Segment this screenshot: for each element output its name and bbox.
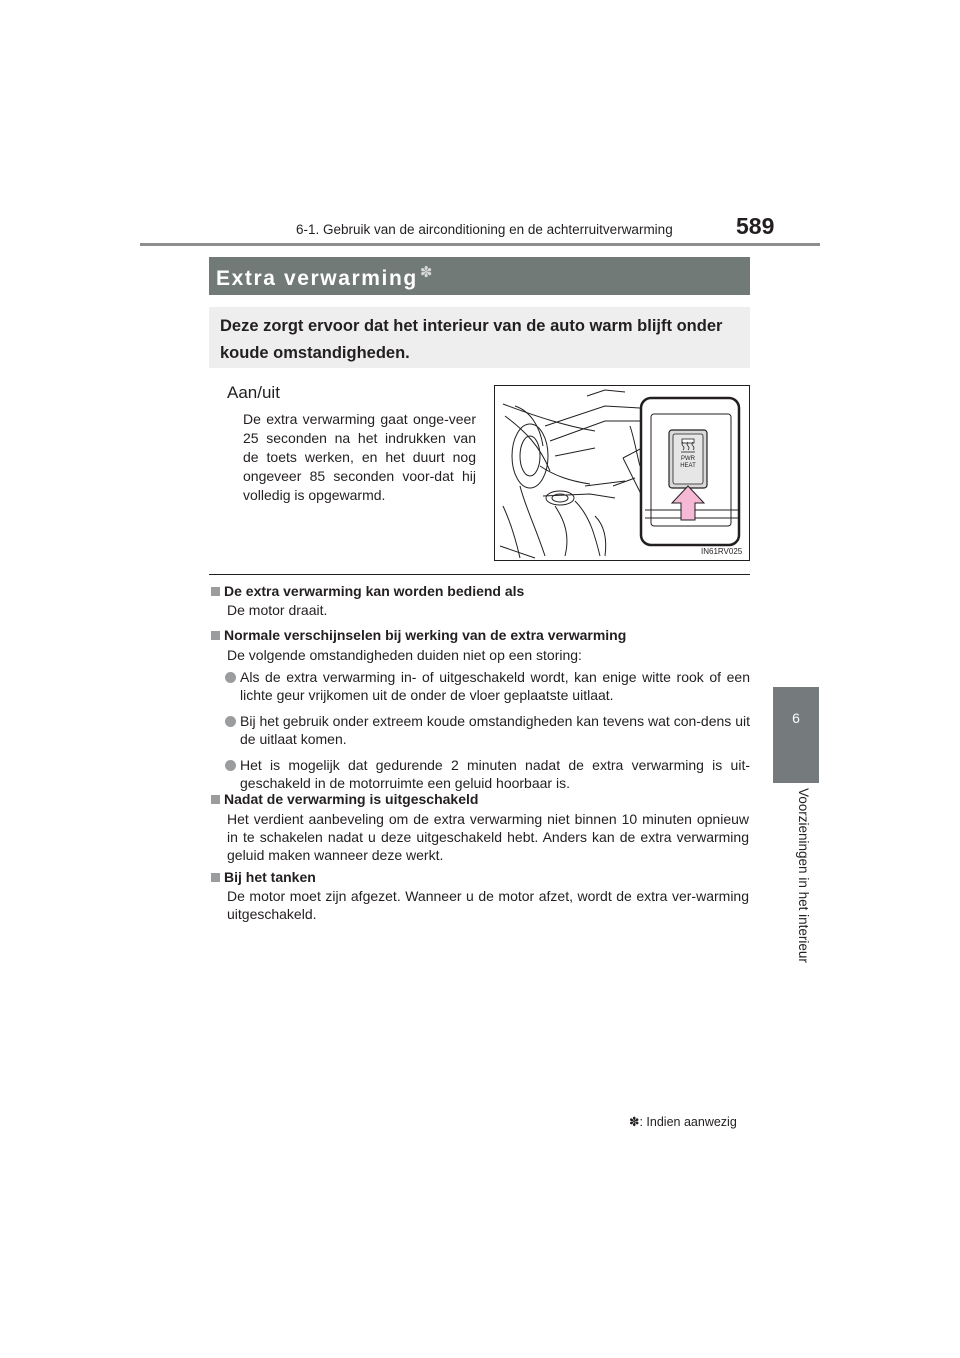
switch-label-pwr: PWR (681, 456, 695, 462)
circle-bullet-icon (225, 760, 236, 771)
aan-uit-heading: Aan/uit (227, 383, 280, 402)
intro-text: Deze zorgt ervoor dat het interieur van de auto warm blijft onder koude omstandigheden. (220, 317, 723, 362)
square-bullet-icon (211, 587, 220, 596)
asterisk-icon: ✽ (629, 1115, 640, 1129)
running-header-title: 6-1. Gebruik van de airconditioning en de achterruitverwarming (296, 222, 673, 237)
figure-code: IN61RV025 (701, 547, 743, 556)
square-bullet-icon (211, 631, 220, 640)
note-heading: Normale verschijnselen bij werking van de extra verwarming (211, 626, 626, 644)
header-rule (140, 243, 820, 246)
asterisk-icon: ✽ (419, 264, 435, 281)
circle-bullet-icon (225, 716, 236, 727)
footnote (629, 1114, 737, 1129)
note-heading: De extra verwarming kan worden bediend als (211, 582, 524, 600)
square-bullet-icon (211, 873, 220, 882)
chapter-tab (773, 687, 819, 783)
section-title-text: Extra verwarming (216, 267, 418, 290)
list-item: Bij het gebruik onder extreem koude omstandigheden kan tevens wat con-dens uit de uitlaat komen. (240, 713, 750, 747)
chapter-tab-number: 6 (792, 710, 800, 726)
note-text: Het verdient aanbeveling om de extra verwarming niet binnen 10 minuten opnieuw in te schakelen nadat u deze uitgeschakeld hebt. Anders kan de extra verwarming geluid maken wanneer deze werkt. (227, 811, 749, 863)
note-text: De motor moet zijn afgezet. Wanneer u de motor afzet, wordt de extra ver-warming uitgeschakeld. (227, 888, 749, 922)
section-title (216, 263, 434, 291)
footnote-text: : Indien aanwezig (639, 1115, 737, 1129)
note-heading: Bij het tanken (211, 868, 316, 886)
chapter-side-label: Voorzieningen in het interieur (796, 788, 811, 963)
switch-illustration (494, 385, 750, 561)
list-item: Het is mogelijk dat gedurende 2 minuten nadat de extra verwarming is uit-geschakeld in de motorruimte een geluid hoorbaar is. (240, 757, 750, 791)
section-rule (209, 574, 750, 575)
note-text: De motor draait. (227, 602, 328, 618)
aan-uit-description: De extra verwarming gaat onge-veer 25 seconden na het indrukken van de toets werken, en het duurt nog ongeveer 85 seconden voor-dat hij volledig is opgewarmd. (243, 411, 476, 503)
dashboard-line-art (495, 386, 749, 560)
note-heading: Nadat de verwarming is uitgeschakeld (211, 790, 478, 808)
switch-label-heat: HEAT (680, 463, 696, 469)
circle-bullet-icon (225, 672, 236, 683)
page-number: 589 (736, 213, 775, 239)
list-item: Als de extra verwarming in- of uitgeschakeld wordt, kan enige witte rook of een lichte geur vrijkomen uit de onder de vloer geplaatste uitlaat. (240, 669, 750, 703)
square-bullet-icon (211, 795, 220, 804)
note-text: De volgende omstandigheden duiden niet op een storing: (227, 647, 582, 663)
